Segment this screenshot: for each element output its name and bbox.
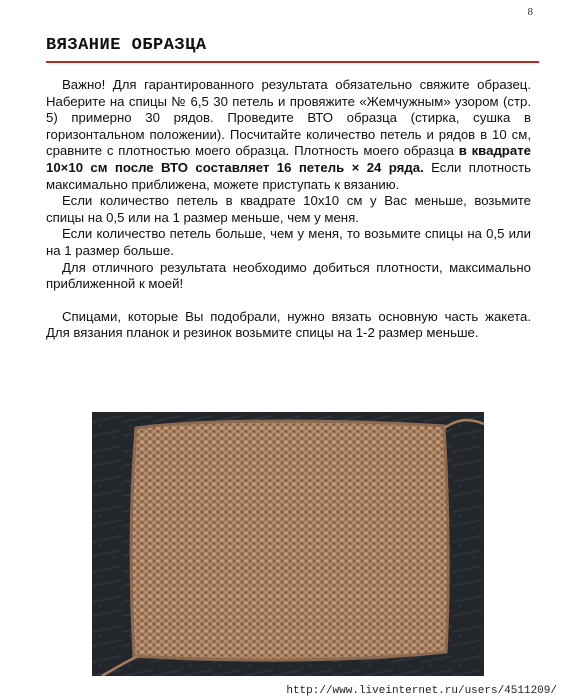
- body-text: [46, 77, 531, 342]
- page-number: 8: [527, 6, 533, 18]
- knitted-swatch-photo: [92, 412, 484, 676]
- knitted-swatch-image: [92, 412, 484, 676]
- paragraph-needles-note: Спицами, которые Вы подобрали, нужно вязать основную часть жакета. Для вязания планок и резинок возьмите спицы на 1-2 размер меньше.: [46, 308, 531, 341]
- page-title: ВЯЗАНИЕ ОБРАЗЦА: [46, 36, 207, 55]
- paragraph-intro-tail: Если плотность максимально приближена, можете приступать к вязанию.: [46, 159, 531, 192]
- paragraph-intro-text: Важно! Для гарантированного результата обязательно свяжите образец. Наберите на спицы № 6,5 30 петель и провяжите «Жемчужным» узором (стр. 5) примерно 30 рядов. Проведите ВТО образца (стирка, сушка в горизонтальном положении). Посчитайте количество петель и рядов в 10 см, сравните с плотностью моего образца. Плотность моего образца: [46, 77, 531, 159]
- source-url[interactable]: http://www.liveinternet.ru/users/4511209/: [286, 685, 557, 697]
- paragraph-gauge-note: Для отличного результата необходимо добиться плотности, максимально приближенной к моей!: [46, 259, 531, 292]
- paragraph-fewer-stitches: Если количество петель в квадрате 10х10 см у Вас меньше, возьмите спицы на 0,5 или на 1 размер меньше, чем у меня.: [46, 193, 531, 225]
- paragraph-more-stitches: Если количество петель больше, чем у меня, то возьмите спицы на 0,5 или на 1 размер больше.: [46, 226, 531, 258]
- gauge-highlight: в квадрате 10×10 см после ВТО составляет 16 петель × 24 ряда.: [46, 143, 531, 175]
- title-divider: [46, 61, 539, 63]
- paragraph-intro: [46, 77, 531, 193]
